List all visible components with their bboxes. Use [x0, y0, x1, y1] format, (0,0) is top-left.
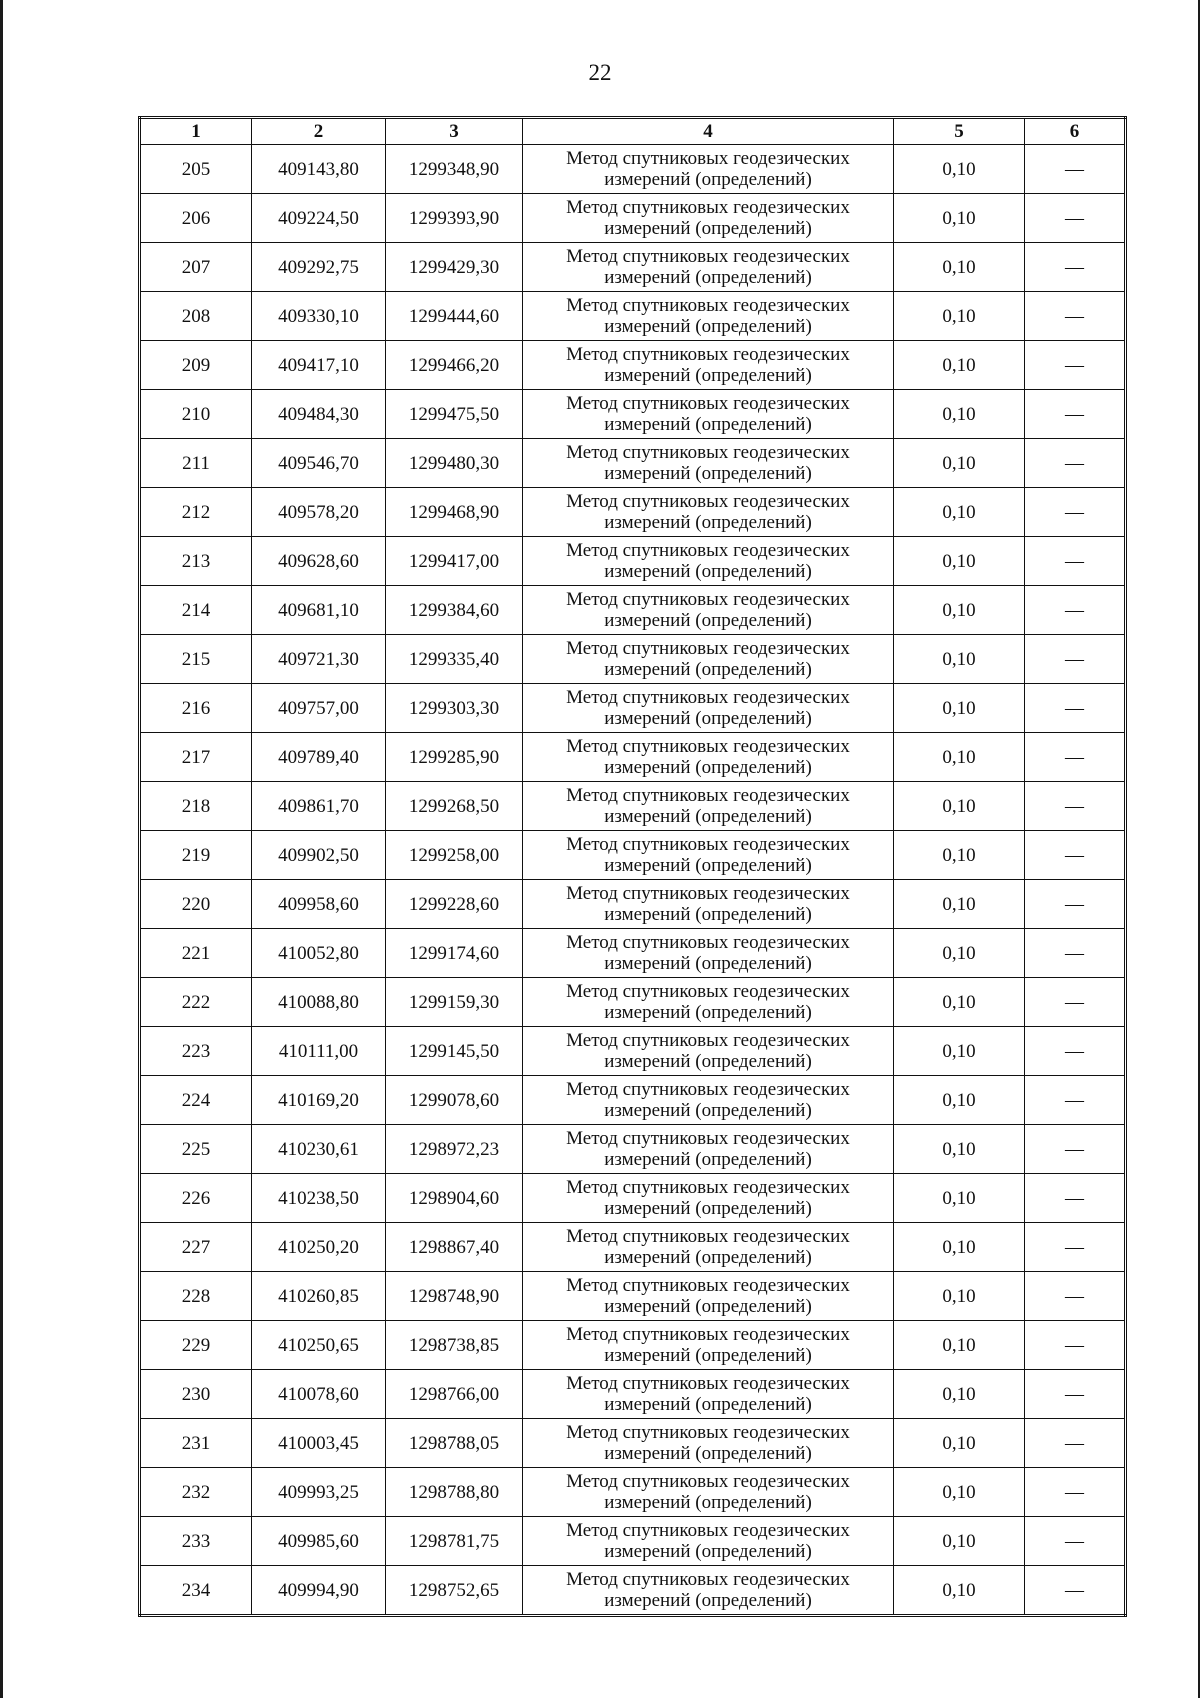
point-number-cell: 211 [140, 439, 252, 488]
method-cell: Метод спутниковых геодезических измерений (определений) [523, 341, 894, 390]
point-number-cell: 206 [140, 194, 252, 243]
y-coordinate-cell: 1299444,60 [386, 292, 523, 341]
point-number-cell: 217 [140, 733, 252, 782]
note-cell: — [1025, 1272, 1126, 1321]
table-row [140, 1076, 1126, 1125]
accuracy-cell: 0,10 [894, 1125, 1025, 1174]
point-number-cell: 232 [140, 1468, 252, 1517]
note-cell: — [1025, 439, 1126, 488]
note-cell: — [1025, 1223, 1126, 1272]
x-coordinate-cell: 410250,20 [252, 1223, 386, 1272]
method-cell: Метод спутниковых геодезических измерений (определений) [523, 1321, 894, 1370]
method-cell: Метод спутниковых геодезических измерений (определений) [523, 978, 894, 1027]
method-cell: Метод спутниковых геодезических измерений (определений) [523, 880, 894, 929]
method-cell: Метод спутниковых геодезических измерений (определений) [523, 1027, 894, 1076]
point-number-cell: 226 [140, 1174, 252, 1223]
accuracy-cell: 0,10 [894, 1272, 1025, 1321]
method-cell: Метод спутниковых геодезических измерений (определений) [523, 488, 894, 537]
table-row [140, 1468, 1126, 1517]
y-coordinate-cell: 1299393,90 [386, 194, 523, 243]
y-coordinate-cell: 1298867,40 [386, 1223, 523, 1272]
accuracy-cell: 0,10 [894, 243, 1025, 292]
note-cell: — [1025, 1468, 1126, 1517]
accuracy-cell: 0,10 [894, 488, 1025, 537]
point-number-cell: 220 [140, 880, 252, 929]
y-coordinate-cell: 1298788,05 [386, 1419, 523, 1468]
accuracy-cell: 0,10 [894, 1027, 1025, 1076]
point-number-cell: 230 [140, 1370, 252, 1419]
point-number-cell: 231 [140, 1419, 252, 1468]
method-cell: Метод спутниковых геодезических измерений (определений) [523, 1566, 894, 1616]
x-coordinate-cell: 409757,00 [252, 684, 386, 733]
accuracy-cell: 0,10 [894, 684, 1025, 733]
table-body [140, 145, 1126, 1616]
x-coordinate-cell: 409330,10 [252, 292, 386, 341]
y-coordinate-cell: 1298752,65 [386, 1566, 523, 1616]
accuracy-cell: 0,10 [894, 292, 1025, 341]
accuracy-cell: 0,10 [894, 537, 1025, 586]
x-coordinate-cell: 410250,65 [252, 1321, 386, 1370]
table-row [140, 1419, 1126, 1468]
method-cell: Метод спутниковых геодезических измерений (определений) [523, 1223, 894, 1272]
note-cell: — [1025, 390, 1126, 439]
table-row [140, 880, 1126, 929]
accuracy-cell: 0,10 [894, 145, 1025, 194]
page-edge-left [0, 0, 3, 1698]
note-cell: — [1025, 782, 1126, 831]
point-number-cell: 224 [140, 1076, 252, 1125]
accuracy-cell: 0,10 [894, 1468, 1025, 1517]
table-row [140, 1027, 1126, 1076]
method-cell: Метод спутниковых геодезических измерений (определений) [523, 635, 894, 684]
table-row [140, 733, 1126, 782]
method-cell: Метод спутниковых геодезических измерений (определений) [523, 929, 894, 978]
x-coordinate-cell: 409861,70 [252, 782, 386, 831]
y-coordinate-cell: 1299174,60 [386, 929, 523, 978]
table-row [140, 194, 1126, 243]
header-col-4: 4 [523, 118, 894, 145]
x-coordinate-cell: 409958,60 [252, 880, 386, 929]
y-coordinate-cell: 1298972,23 [386, 1125, 523, 1174]
method-cell: Метод спутниковых геодезических измерений (определений) [523, 537, 894, 586]
accuracy-cell: 0,10 [894, 1321, 1025, 1370]
method-cell: Метод спутниковых геодезических измерений (определений) [523, 1517, 894, 1566]
header-col-3: 3 [386, 118, 523, 145]
x-coordinate-cell: 409994,90 [252, 1566, 386, 1616]
accuracy-cell: 0,10 [894, 1370, 1025, 1419]
method-cell: Метод спутниковых геодезических измерений (определений) [523, 684, 894, 733]
y-coordinate-cell: 1299480,30 [386, 439, 523, 488]
point-number-cell: 221 [140, 929, 252, 978]
table-row [140, 292, 1126, 341]
accuracy-cell: 0,10 [894, 1419, 1025, 1468]
note-cell: — [1025, 341, 1126, 390]
point-number-cell: 213 [140, 537, 252, 586]
x-coordinate-cell: 409143,80 [252, 145, 386, 194]
note-cell: — [1025, 243, 1126, 292]
table-row [140, 1174, 1126, 1223]
x-coordinate-cell: 409681,10 [252, 586, 386, 635]
x-coordinate-cell: 409546,70 [252, 439, 386, 488]
x-coordinate-cell: 410052,80 [252, 929, 386, 978]
note-cell: — [1025, 145, 1126, 194]
note-cell: — [1025, 831, 1126, 880]
accuracy-cell: 0,10 [894, 635, 1025, 684]
method-cell: Метод спутниковых геодезических измерений (определений) [523, 145, 894, 194]
method-cell: Метод спутниковых геодезических измерений (определений) [523, 243, 894, 292]
x-coordinate-cell: 410238,50 [252, 1174, 386, 1223]
x-coordinate-cell: 409993,25 [252, 1468, 386, 1517]
y-coordinate-cell: 1298781,75 [386, 1517, 523, 1566]
point-number-cell: 205 [140, 145, 252, 194]
table-row [140, 1125, 1126, 1174]
y-coordinate-cell: 1299384,60 [386, 586, 523, 635]
table-row [140, 635, 1126, 684]
y-coordinate-cell: 1299285,90 [386, 733, 523, 782]
y-coordinate-cell: 1299417,00 [386, 537, 523, 586]
table-row [140, 1321, 1126, 1370]
y-coordinate-cell: 1299228,60 [386, 880, 523, 929]
note-cell: — [1025, 1027, 1126, 1076]
point-number-cell: 209 [140, 341, 252, 390]
point-number-cell: 210 [140, 390, 252, 439]
note-cell: — [1025, 1517, 1126, 1566]
note-cell: — [1025, 194, 1126, 243]
method-cell: Метод спутниковых геодезических измерений (определений) [523, 733, 894, 782]
note-cell: — [1025, 537, 1126, 586]
table-row [140, 782, 1126, 831]
point-number-cell: 215 [140, 635, 252, 684]
table-row [140, 341, 1126, 390]
point-number-cell: 228 [140, 1272, 252, 1321]
x-coordinate-cell: 409224,50 [252, 194, 386, 243]
x-coordinate-cell: 410169,20 [252, 1076, 386, 1125]
method-cell: Метод спутниковых геодезических измерений (определений) [523, 586, 894, 635]
accuracy-cell: 0,10 [894, 1174, 1025, 1223]
method-cell: Метод спутниковых геодезических измерений (определений) [523, 1468, 894, 1517]
y-coordinate-cell: 1298904,60 [386, 1174, 523, 1223]
point-number-cell: 234 [140, 1566, 252, 1616]
accuracy-cell: 0,10 [894, 880, 1025, 929]
point-number-cell: 207 [140, 243, 252, 292]
note-cell: — [1025, 733, 1126, 782]
method-cell: Метод спутниковых геодезических измерений (определений) [523, 1419, 894, 1468]
header-col-5: 5 [894, 118, 1025, 145]
method-cell: Метод спутниковых геодезических измерений (определений) [523, 782, 894, 831]
y-coordinate-cell: 1298766,00 [386, 1370, 523, 1419]
table-row [140, 243, 1126, 292]
table-row [140, 537, 1126, 586]
accuracy-cell: 0,10 [894, 439, 1025, 488]
x-coordinate-cell: 410088,80 [252, 978, 386, 1027]
y-coordinate-cell: 1299466,20 [386, 341, 523, 390]
coordinates-table [138, 116, 1127, 1617]
y-coordinate-cell: 1299475,50 [386, 390, 523, 439]
note-cell: — [1025, 880, 1126, 929]
method-cell: Метод спутниковых геодезических измерений (определений) [523, 1272, 894, 1321]
y-coordinate-cell: 1299429,30 [386, 243, 523, 292]
method-cell: Метод спутниковых геодезических измерений (определений) [523, 1076, 894, 1125]
method-cell: Метод спутниковых геодезических измерений (определений) [523, 831, 894, 880]
x-coordinate-cell: 409985,60 [252, 1517, 386, 1566]
y-coordinate-cell: 1299348,90 [386, 145, 523, 194]
y-coordinate-cell: 1299145,50 [386, 1027, 523, 1076]
x-coordinate-cell: 410111,00 [252, 1027, 386, 1076]
accuracy-cell: 0,10 [894, 341, 1025, 390]
accuracy-cell: 0,10 [894, 586, 1025, 635]
point-number-cell: 222 [140, 978, 252, 1027]
accuracy-cell: 0,10 [894, 831, 1025, 880]
x-coordinate-cell: 409578,20 [252, 488, 386, 537]
x-coordinate-cell: 409292,75 [252, 243, 386, 292]
method-cell: Метод спутниковых геодезических измерений (определений) [523, 292, 894, 341]
table-row [140, 1566, 1126, 1616]
accuracy-cell: 0,10 [894, 733, 1025, 782]
table-row [140, 831, 1126, 880]
y-coordinate-cell: 1299335,40 [386, 635, 523, 684]
table-row [140, 390, 1126, 439]
table-header [140, 118, 1126, 145]
x-coordinate-cell: 409628,60 [252, 537, 386, 586]
y-coordinate-cell: 1299303,30 [386, 684, 523, 733]
point-number-cell: 229 [140, 1321, 252, 1370]
y-coordinate-cell: 1299159,30 [386, 978, 523, 1027]
note-cell: — [1025, 1125, 1126, 1174]
note-cell: — [1025, 1370, 1126, 1419]
note-cell: — [1025, 292, 1126, 341]
accuracy-cell: 0,10 [894, 194, 1025, 243]
method-cell: Метод спутниковых геодезических измерений (определений) [523, 194, 894, 243]
table-row [140, 1517, 1126, 1566]
table-row [140, 488, 1126, 537]
table-row [140, 1223, 1126, 1272]
note-cell: — [1025, 684, 1126, 733]
point-number-cell: 233 [140, 1517, 252, 1566]
accuracy-cell: 0,10 [894, 1076, 1025, 1125]
table-row [140, 1272, 1126, 1321]
note-cell: — [1025, 978, 1126, 1027]
header-col-1: 1 [140, 118, 252, 145]
point-number-cell: 219 [140, 831, 252, 880]
accuracy-cell: 0,10 [894, 1566, 1025, 1616]
x-coordinate-cell: 409484,30 [252, 390, 386, 439]
header-col-2: 2 [252, 118, 386, 145]
x-coordinate-cell: 410078,60 [252, 1370, 386, 1419]
note-cell: — [1025, 586, 1126, 635]
x-coordinate-cell: 410230,61 [252, 1125, 386, 1174]
point-number-cell: 227 [140, 1223, 252, 1272]
method-cell: Метод спутниковых геодезических измерений (определений) [523, 439, 894, 488]
table-row [140, 684, 1126, 733]
note-cell: — [1025, 1174, 1126, 1223]
point-number-cell: 214 [140, 586, 252, 635]
table-row [140, 1370, 1126, 1419]
point-number-cell: 218 [140, 782, 252, 831]
y-coordinate-cell: 1299258,00 [386, 831, 523, 880]
accuracy-cell: 0,10 [894, 390, 1025, 439]
x-coordinate-cell: 409902,50 [252, 831, 386, 880]
y-coordinate-cell: 1299468,90 [386, 488, 523, 537]
y-coordinate-cell: 1299078,60 [386, 1076, 523, 1125]
x-coordinate-cell: 409789,40 [252, 733, 386, 782]
accuracy-cell: 0,10 [894, 929, 1025, 978]
point-number-cell: 212 [140, 488, 252, 537]
table-row [140, 978, 1126, 1027]
y-coordinate-cell: 1298738,85 [386, 1321, 523, 1370]
method-cell: Метод спутниковых геодезических измерений (определений) [523, 1174, 894, 1223]
page-number: 22 [588, 60, 612, 85]
note-cell: — [1025, 929, 1126, 978]
note-cell: — [1025, 1321, 1126, 1370]
note-cell: — [1025, 1566, 1126, 1616]
accuracy-cell: 0,10 [894, 1517, 1025, 1566]
point-number-cell: 216 [140, 684, 252, 733]
note-cell: — [1025, 1076, 1126, 1125]
x-coordinate-cell: 409721,30 [252, 635, 386, 684]
method-cell: Метод спутниковых геодезических измерений (определений) [523, 1125, 894, 1174]
table-row [140, 929, 1126, 978]
x-coordinate-cell: 410003,45 [252, 1419, 386, 1468]
x-coordinate-cell: 410260,85 [252, 1272, 386, 1321]
y-coordinate-cell: 1298788,80 [386, 1468, 523, 1517]
table-row [140, 586, 1126, 635]
method-cell: Метод спутниковых геодезических измерений (определений) [523, 390, 894, 439]
accuracy-cell: 0,10 [894, 978, 1025, 1027]
table-row [140, 439, 1126, 488]
x-coordinate-cell: 409417,10 [252, 341, 386, 390]
y-coordinate-cell: 1298748,90 [386, 1272, 523, 1321]
point-number-cell: 208 [140, 292, 252, 341]
y-coordinate-cell: 1299268,50 [386, 782, 523, 831]
accuracy-cell: 0,10 [894, 782, 1025, 831]
header-col-6: 6 [1025, 118, 1126, 145]
method-cell: Метод спутниковых геодезических измерений (определений) [523, 1370, 894, 1419]
accuracy-cell: 0,10 [894, 1223, 1025, 1272]
header-row [140, 118, 1126, 145]
point-number-cell: 225 [140, 1125, 252, 1174]
note-cell: — [1025, 1419, 1126, 1468]
point-number-cell: 223 [140, 1027, 252, 1076]
table-row [140, 145, 1126, 194]
note-cell: — [1025, 635, 1126, 684]
note-cell: — [1025, 488, 1126, 537]
